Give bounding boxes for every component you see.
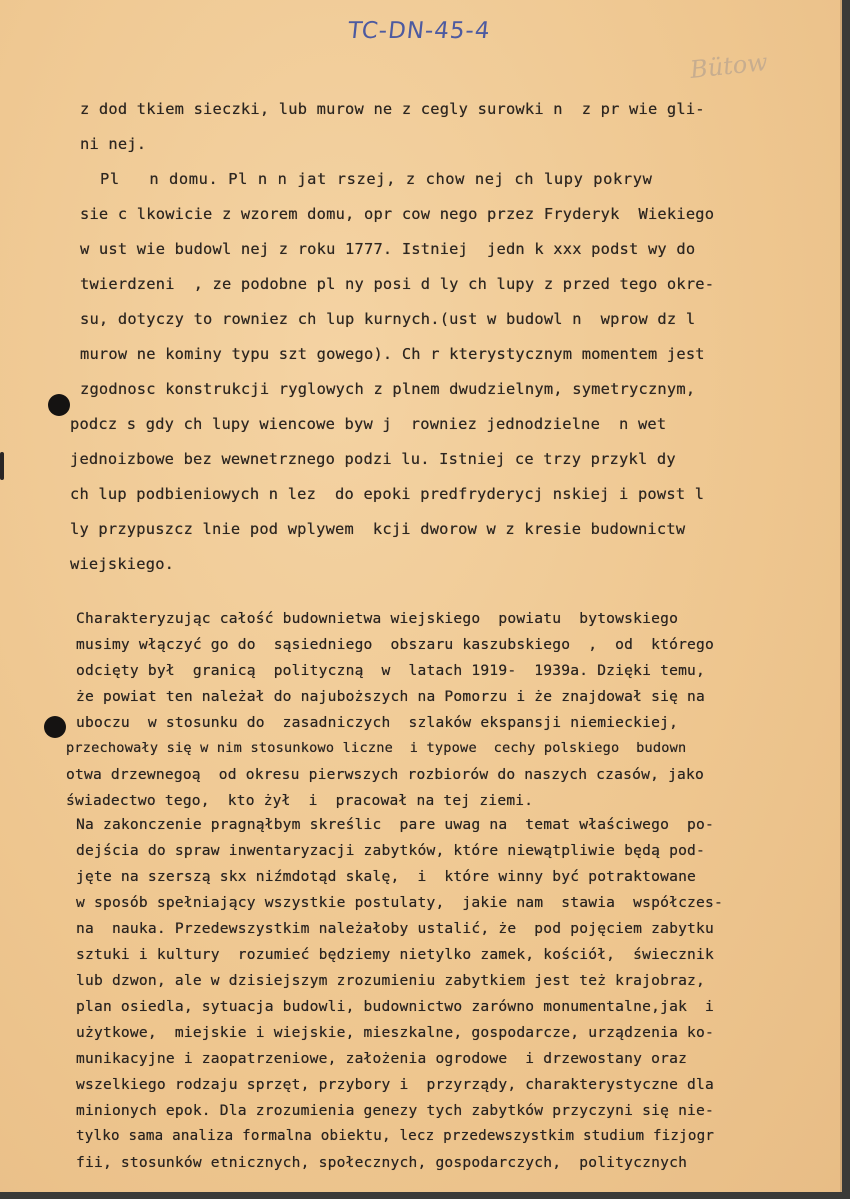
text-line: wiejskiego. bbox=[70, 555, 175, 573]
text-line: z dod tkiem sieczki, lub murow ne z cegly surowki n z pr wie gli- bbox=[80, 100, 705, 118]
text-line: świadectwo tego, kto żył i pracował na tej ziemi. bbox=[66, 792, 534, 809]
text-line: plan osiedla, sytuacja budowli, budownictwo zarówno monumentalne,jak i bbox=[76, 998, 715, 1015]
text-line: twierdzeni , ze podobne pl ny posi d ly ch lupy z przed tego okre- bbox=[80, 275, 715, 293]
text-line: fii, stosunków etnicznych, społecznych, gospodarczych, politycznych bbox=[76, 1154, 688, 1171]
text-line: lub dzwon, ale w dzisiejszym zrozumieniu zabytkiem jest też krajobraz, bbox=[76, 972, 706, 989]
text-line: użytkowe, miejskie i wiejskie, mieszkalne, gospodarcze, urządzenia ko- bbox=[76, 1024, 715, 1041]
text-line: ly przypuszcz lnie pod wplywem kcji dworow w z kresie budownictw bbox=[70, 520, 686, 538]
text-line: minionych epok. Dla zrozumienia genezy tych zabytków przyczyni się nie- bbox=[76, 1102, 715, 1119]
binding-mark bbox=[0, 452, 4, 480]
text-line: musimy włączyć go do sąsiedniego obszaru kaszubskiego , od którego bbox=[76, 636, 715, 653]
text-line: przechowały się w nim stosunkowo liczne i typowe cechy polskiego budown bbox=[66, 740, 687, 756]
text-line: na nauka. Przedewszystkim należałoby ustalić, że pod pojęciem zabytku bbox=[76, 920, 715, 937]
text-line: otwa drzewnegoą od okresu pierwszych rozbiorów do naszych czasów, jako bbox=[66, 766, 705, 783]
punch-hole bbox=[44, 716, 66, 738]
punch-hole bbox=[48, 394, 70, 416]
text-line: sie c lkowicie z wzorem domu, opr cow nego przez Fryderyk Wiekiego bbox=[80, 205, 715, 223]
text-line: jednoizbowe bez wewnetrznego podzi lu. Istniej ce trzy przykl dy bbox=[70, 450, 676, 468]
text-line: Pl n domu. Pl n n jat rszej, z chow nej ch lupy pokryw bbox=[100, 170, 653, 188]
text-line: ni nej. bbox=[80, 135, 147, 153]
text-line: Na zakonczenie pragnąłbym skreślic pare uwag na temat właściwego po- bbox=[76, 816, 715, 833]
text-line: w ust wie budowl nej z roku 1777. Istniej jedn k xxx podst wy do bbox=[80, 240, 696, 258]
text-line: wszelkiego rodzaju sprzęt, przybory i przyrządy, charakterystyczne dla bbox=[76, 1076, 715, 1093]
text-line: murow ne kominy typu szt gowego). Ch r kterystycznym momentem jest bbox=[80, 345, 705, 363]
text-line: zgodnosc konstrukcji ryglowych z plnem dwudzielnym, symetrycznym, bbox=[80, 380, 696, 398]
text-line: podcz s gdy ch lupy wiencowe byw j rowniez jednodzielne n wet bbox=[70, 415, 667, 433]
text-line: su, dotyczy to rowniez ch lup kurnych.(ust w budowl n wprow dz l bbox=[80, 310, 696, 328]
text-line: tylko sama analiza formalna obiektu, lecz przedewszystkim studium fizjogr bbox=[76, 1128, 715, 1144]
pencil-annotation: Bütow bbox=[688, 48, 769, 84]
text-line: munikacyjne i zaopatrzeniowe, założenia ogrodowe i drzewostany oraz bbox=[76, 1050, 688, 1067]
text-line: dejścia do spraw inwentaryzacji zabytków, które niewątpliwie będą pod- bbox=[76, 842, 706, 859]
handwritten-reference-number: TC-DN-45-4 bbox=[346, 18, 492, 44]
text-line: ch lup podbieniowych n lez do epoki predfryderycj nskiej i powst l bbox=[70, 485, 705, 503]
text-line: jęte na szerszą skx niźmdotąd skalę, i które winny być potraktowane bbox=[76, 868, 697, 885]
text-line: odcięty był granicą polityczną w latach 1919- 1939a. Dzięki temu, bbox=[76, 662, 706, 679]
text-line: w sposób spełniający wszystkie postulaty, jakie nam stawia współczes- bbox=[76, 894, 724, 911]
text-line: że powiat ten należał do najuboższych na Pomorzu i że znajdował się na bbox=[76, 688, 706, 705]
text-line: uboczu w stosunku do zasadniczych szlaków ekspansji niemieckiej, bbox=[76, 714, 679, 731]
text-line: sztuki i kultury rozumieć będziemy nietylko zamek, kościół, świecznik bbox=[76, 946, 715, 963]
text-line: Charakteryzując całość budownietwa wiejskiego powiatu bytowskiego bbox=[76, 610, 679, 627]
